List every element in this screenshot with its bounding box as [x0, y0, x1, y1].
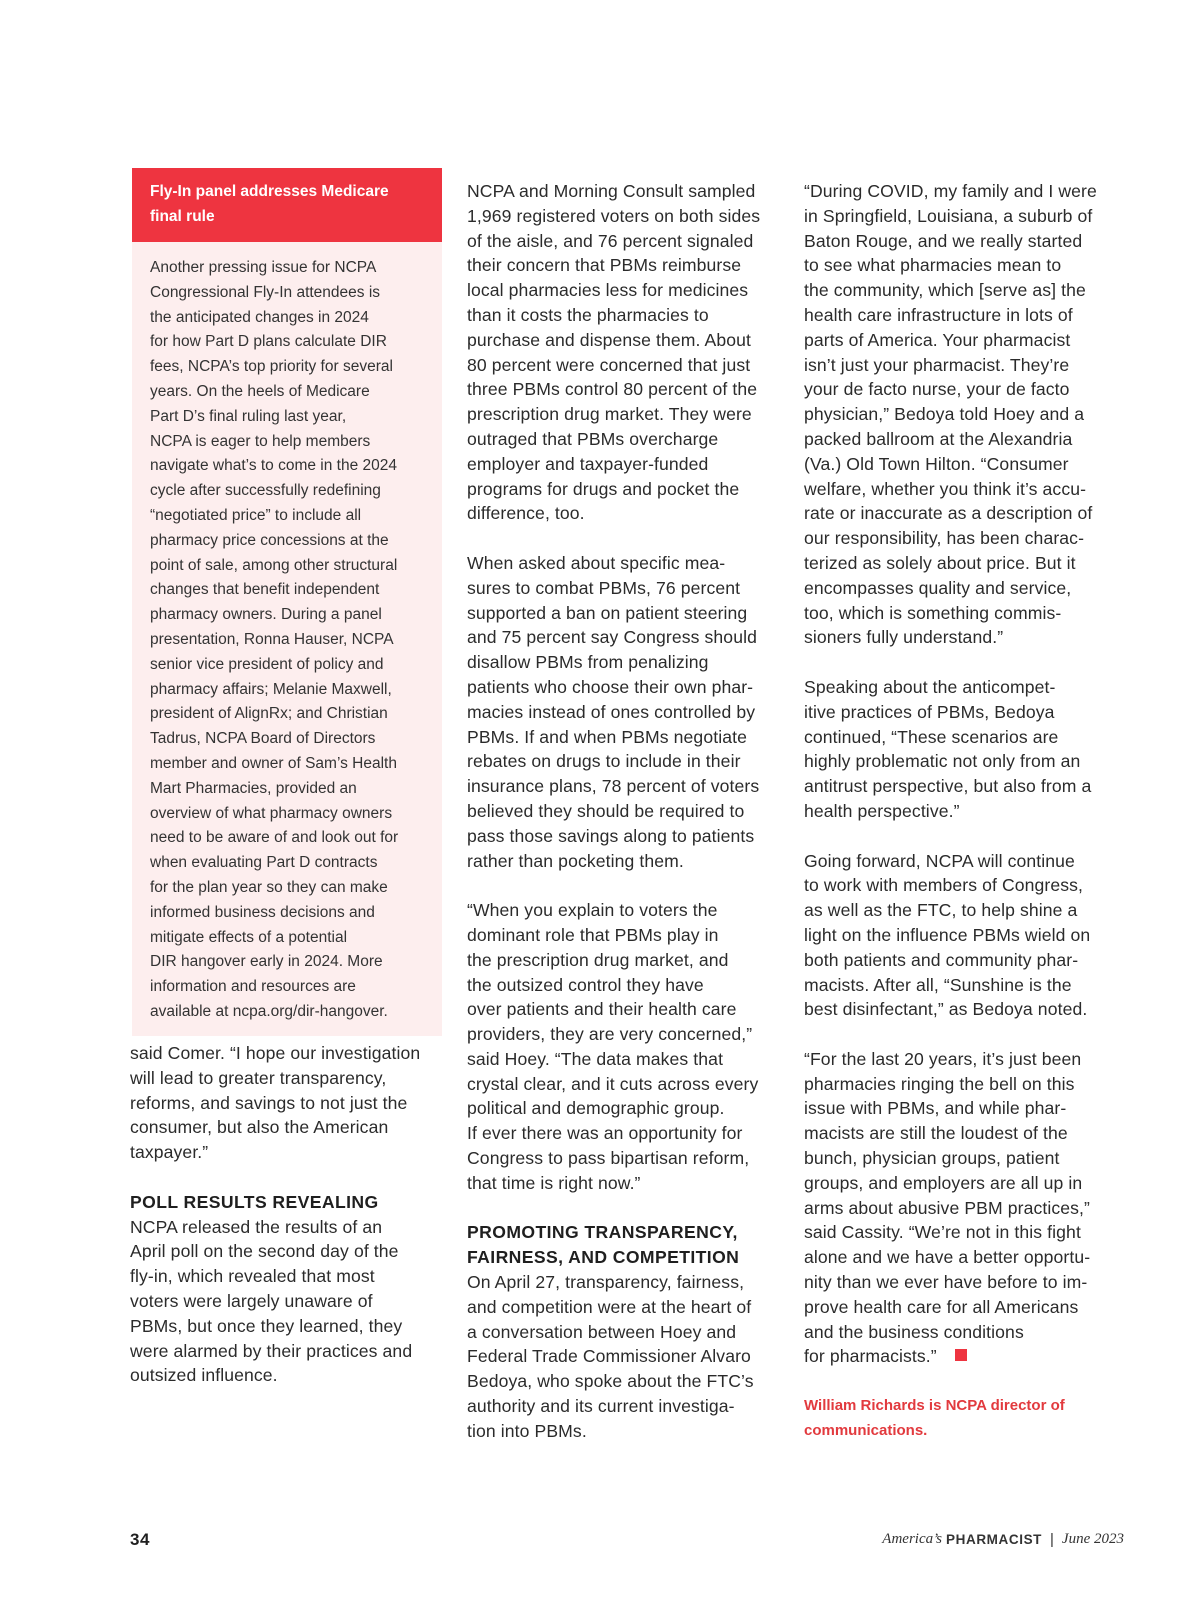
sidebar-box: [132, 168, 442, 1036]
poll-results-heading: POLL RESULTS REVEALING: [130, 1191, 379, 1212]
sidebar-heading: Fly-In panel addresses Medicare final rule: [132, 168, 442, 242]
sidebar-body: Another pressing issue for NCPA Congressional Fly-In attendees is the anticipated changes in 2024 for how Part D plans calculate DIR fees, NCPA’s top priority for several years. On the heels of Medicare Part D’s final ruling last year, NCPA is eager to help members navigate what’s to come in the 2024 cycle after successfully redefining “negotiated price” to include all pharmacy price concessions at the point of sale, among other structural changes that benefit independent pharmacy owners. During a panel presentation, Ronna Hauser, NCPA senior vice president of policy and pharmacy affairs; Melanie Maxwell, president of AlignRx; and Christian Tadrus, NCPA Board of Directors member and owner of Sam’s Health Mart Pharmacies, provided an overview of what pharmacy owners need to be aware of and look out for when evaluating Part D contracts for the plan year so they can make informed business decisions and mitigate effects of a potential DIR hangover early in 2024. More information and resources are available at ncpa.org/dir-hangover.: [150, 259, 399, 1020]
column3-paragraph-4-text: “For the last 20 years, it’s just been pharmacies ringing the bell on this issue with PBMs, and while phar- macists are still the loudest of the bunch, physician groups, patient groups, and employers are all up in arms about abusive PBM practices,” said Cassity. “We’re not in this fight alone and we have a better opportu- nity than we ever have before to im- prove health care for all Americans and the business conditions for pharmacists.”: [804, 1048, 1091, 1367]
column1-paragraph-1: said Comer. “I hope our investigation will lead to greater transparency, reforms, and savings to not just the consumer, but also the American taxpayer.”: [130, 1043, 421, 1163]
end-mark-icon: [955, 1349, 967, 1361]
column3-paragraph-2: Speaking about the anticompet- itive practices of PBMs, Bedoya continued, “These scenarios are highly problematic not only from an antitrust perspective, but also from a health perspective.”: [804, 676, 1092, 821]
magazine-prefix: America’s: [882, 1531, 943, 1547]
column2-paragraph-4: On April 27, transparency, fairness, and competition were at the heart of a conversation between Hoey and Federal Trade Commissioner Alvaro Bedoya, who spoke about the FTC’s authority and its current investiga- tion into PBMs.: [467, 1272, 754, 1441]
column2-paragraph-2: When asked about specific mea- sures to combat PBMs, 76 percent supported a ban on patient steering and 75 percent say Congress should disallow PBMs from penalizing patients who choose their own phar- macies instead of ones controlled by PBMs. If and when PBMs negotiate rebates on drugs to include in their insurance plans, 78 percent of voters believed they should be required to pass those savings along to patients rather than pocketing them.: [467, 552, 760, 871]
column3-paragraph-3: Going forward, NCPA will continue to work with members of Congress, as well as the FTC, to help shine a light on the influence PBMs wield on both patients and community phar- macists. After all, “Sunshine is the best disinfectant,” as Bedoya noted.: [804, 850, 1091, 1020]
column2-paragraph-1: NCPA and Morning Consult sampled 1,969 registered voters on both sides of the aisle, and 76 percent signaled their concern that PBMs reimburse local pharmacies less for medicines than it costs the pharmacies to purchase and dispense them. About 80 percent were concerned that just three PBMs control 80 percent of the prescription drug market. They were outraged that PBMs overcharge employer and taxpayer-funded programs for drugs and pocket the difference, too.: [467, 181, 761, 524]
page-number: 34: [130, 1530, 150, 1549]
column2-paragraph-3: “When you explain to voters the dominant role that PBMs play in the prescription drug market, and the outsized control they have over patients and their health care providers, they are very concerned,” said Hoey. “The data makes that crystal clear, and it cuts across every political and demographic group. If ever there was an opportunity for Congress to pass bipartisan reform, that time is right now.”: [467, 900, 759, 1193]
author-byline: William Richards is NCPA director of communications.: [804, 1397, 1065, 1439]
column3-paragraph-1: “During COVID, my family and I were in Springfield, Louisiana, a suburb of Baton Rouge, and we really started to see what pharmacies mean to the community, which [serve as] the health care infrastructure in lots of parts of America. Your pharmacist isn’t just your pharmacist. They’re your de facto nurse, your de facto physician,” Bedoya told Hoey and a packed ballroom at the Alexandria (Va.) Old Town Hilton. “Consumer welfare, whether you think it’s accu- rate or inaccurate as a description of our responsibility, has been charac- terized as solely about price. But it encompasses quality and service, too, which is something commis- sioners fully understand.”: [804, 181, 1097, 648]
column-1: [130, 1041, 450, 1388]
column3-paragraph-4: [804, 1047, 1134, 1369]
column-3: [804, 179, 1134, 1444]
issue-date: June 2023: [1061, 1531, 1124, 1547]
column1-paragraph-2: NCPA released the results of an April poll on the second day of the fly-in, which revealed that most voters were largely unaware of PBMs, but once they learned, they were alarmed by their practices and outsized influence.: [130, 1216, 413, 1386]
footer-separator: |: [1050, 1531, 1054, 1548]
magazine-footer: [882, 1531, 1124, 1548]
column-2: [467, 179, 787, 1444]
promoting-transparency-heading: PROMOTING TRANSPARENCY, FAIRNESS, AND COMPETITION: [467, 1222, 740, 1268]
magazine-name: PHARMACIST: [946, 1532, 1043, 1547]
